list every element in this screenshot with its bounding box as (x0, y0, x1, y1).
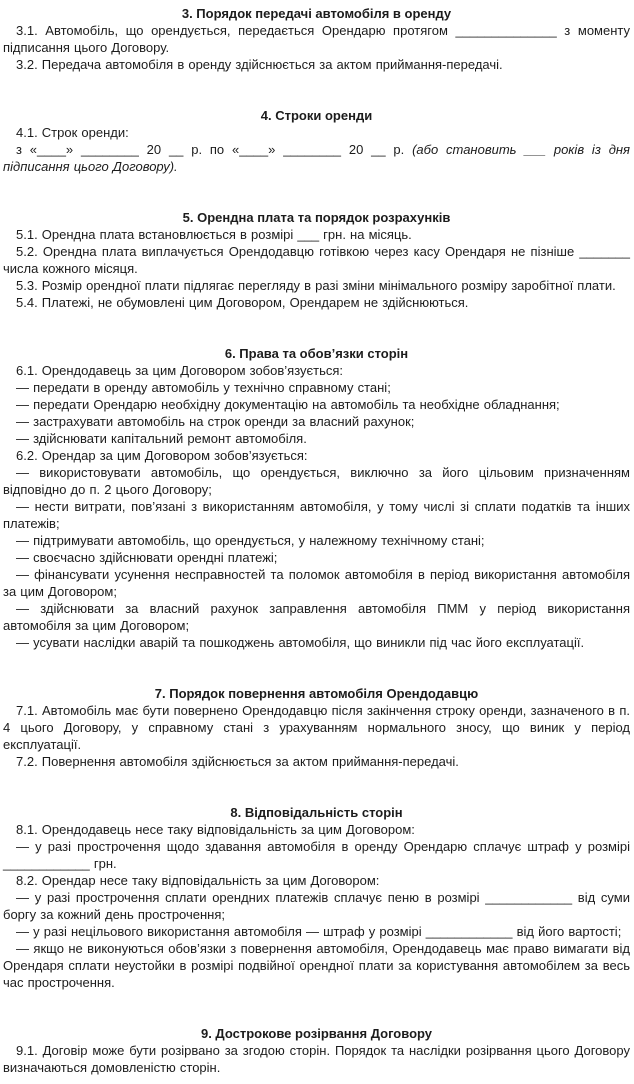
text-run: 5.4. Платежі, не обумовлені цим Договором, Орендарем не здійснюються. (16, 295, 469, 310)
paragraph (3, 56, 630, 73)
text-run: 6.1. Орендодавець за цим Договором зобов’язується: (16, 363, 344, 378)
section-heading: 5. Орендна плата та порядок розрахунків (182, 210, 451, 225)
contract-section (3, 804, 634, 991)
paragraph (3, 413, 630, 430)
paragraph (3, 430, 630, 447)
text-run: — фінансувати усунення несправностей та поломок автомобіля в період використання автомобіля за цим Договором; (3, 567, 634, 599)
text-run: 7.1. Автомобіль має бути повернено Орендодавцю після закінчення строку оренди, зазначеного в п. 4 цього Договору, у справному стані з урахуванням нормального зносу, що виник у період експлуатації. (3, 703, 634, 752)
paragraph (3, 549, 630, 566)
text-run: 7.2. Повернення автомобіля здійснюється за актом приймання-передачі. (16, 754, 459, 769)
section-heading: 9. Дострокове розірвання Договору (200, 1026, 433, 1041)
paragraph (3, 22, 634, 56)
paragraph (3, 532, 630, 549)
text-run: — передати в оренду автомобіль у технічно справному стані; (16, 380, 391, 395)
text-run: 3.2. Передача автомобіля в оренду здійснюється за актом приймання-передачі. (16, 57, 503, 72)
text-run: — нести витрати, пов’язані з використанням автомобіля, у тому числі зі сплати податків та інших платежів; (3, 499, 634, 531)
text-run: 5.1. Орендна плата встановлюється в розмірі ___ грн. на місяць. (16, 227, 412, 242)
text-run: — передати Орендарю необхідну документацію на автомобіль та необхідне обладнання; (16, 397, 560, 412)
section-heading: 7. Порядок повернення автомобіля Орендодавцю (154, 686, 479, 701)
section-heading: 3. Порядок передачі автомобіля в оренду (181, 6, 452, 21)
paragraph (3, 124, 630, 141)
text-run: — здійснювати капітальний ремонт автомобіля. (16, 431, 307, 446)
contract-section (3, 5, 634, 73)
paragraph (3, 600, 634, 634)
text-run: — використовувати автомобіль, що орендується, виключно за його цільовим призначенням відповідно до п. 2 цього Договору; (3, 465, 634, 497)
text-run: 6.2. Орендар за цим Договором зобов’язується: (16, 448, 308, 463)
paragraph (3, 379, 630, 396)
paragraph (3, 753, 630, 770)
text-run: — підтримувати автомобіль, що орендується, у належному технічному стані; (16, 533, 485, 548)
paragraph (3, 243, 634, 277)
contract-section (3, 107, 634, 175)
text-run-italic: (або становить ___ років із дня підписання цього Договору). (3, 142, 634, 174)
paragraph (3, 464, 634, 498)
text-run: 4.1. Строк оренди: (16, 125, 129, 140)
paragraph (3, 634, 630, 651)
text-run: — усувати наслідки аварій та пошкоджень автомобіля, що виникли під час його експлуатації. (16, 635, 585, 650)
text-run: 5.2. Орендна плата виплачується Орендодавцю готівкою через касу Орендаря не пізніше _______ числа кожного місяця. (3, 244, 634, 276)
section-heading: 6. Права та обов’язки сторін (224, 346, 409, 361)
text-run: — у разі прострочення сплати орендних платежів сплачує пеню в розмірі ____________ від суми боргу за кожний день прострочення; (3, 890, 634, 922)
text-run: — здійснювати за власний рахунок заправлення автомобіля ПММ у період використання автомобіля за цим Договором; (3, 601, 634, 633)
text-run: — у разі прострочення щодо здавання автомобіля в оренду Орендарю сплачує штраф у розмірі ____________ грн. (3, 839, 634, 871)
paragraph (3, 498, 634, 532)
paragraph (3, 226, 630, 243)
paragraph (3, 1042, 634, 1076)
contract-section (3, 685, 634, 770)
contract-section (3, 345, 634, 651)
section-heading: 8. Відповідальність сторін (230, 805, 403, 820)
section-heading: 4. Строки оренди (260, 108, 373, 123)
paragraph (3, 447, 630, 464)
text-run: — якщо не виконуються обов’язки з повернення автомобіля, Орендодавець має право вимагати від Орендаря сплати неустойки в розмірі подвійної орендної плати за користування автомобілем за весь час прострочення. (3, 941, 634, 990)
text-run: з «____» ________ 20 __ р. по «____» ________ 20 __ р. (16, 142, 413, 157)
text-run: 8.1. Орендодавець несе таку відповідальність за цим Договором: (16, 822, 415, 837)
paragraph (3, 872, 630, 889)
text-run: — у разі нецільового використання автомобіля — штраф у розмірі ____________ від його вартості; (16, 924, 622, 939)
text-run: — застрахувати автомобіль на строк оренди за власний рахунок; (16, 414, 415, 429)
contract-section (3, 1025, 634, 1076)
paragraph (3, 702, 634, 753)
paragraph (3, 294, 630, 311)
paragraph (3, 566, 634, 600)
text-run: 3.1. Автомобіль, що орендується, передається Орендарю протягом ______________ з моменту підписання цього Договору. (3, 23, 634, 55)
paragraph (3, 821, 630, 838)
paragraph (3, 396, 630, 413)
paragraph (3, 838, 634, 872)
paragraph (3, 889, 634, 923)
paragraph (3, 940, 634, 991)
paragraph (3, 141, 634, 175)
paragraph (3, 277, 630, 294)
text-run: 9.1. Договір може бути розірвано за згодою сторін. Порядок та наслідки розірвання цього Договору визначаються домовленістю сторін. (3, 1043, 634, 1075)
text-run: — своєчасно здійснювати орендні платежі; (16, 550, 278, 565)
text-run: 8.2. Орендар несе таку відповідальність за цим Договором: (16, 873, 380, 888)
paragraph (3, 923, 630, 940)
paragraph (3, 362, 630, 379)
text-run: 5.3. Розмір орендної плати підлягає перегляду в разі зміни мінімального розміру заробітної плати. (16, 278, 616, 293)
contract-section (3, 209, 634, 311)
